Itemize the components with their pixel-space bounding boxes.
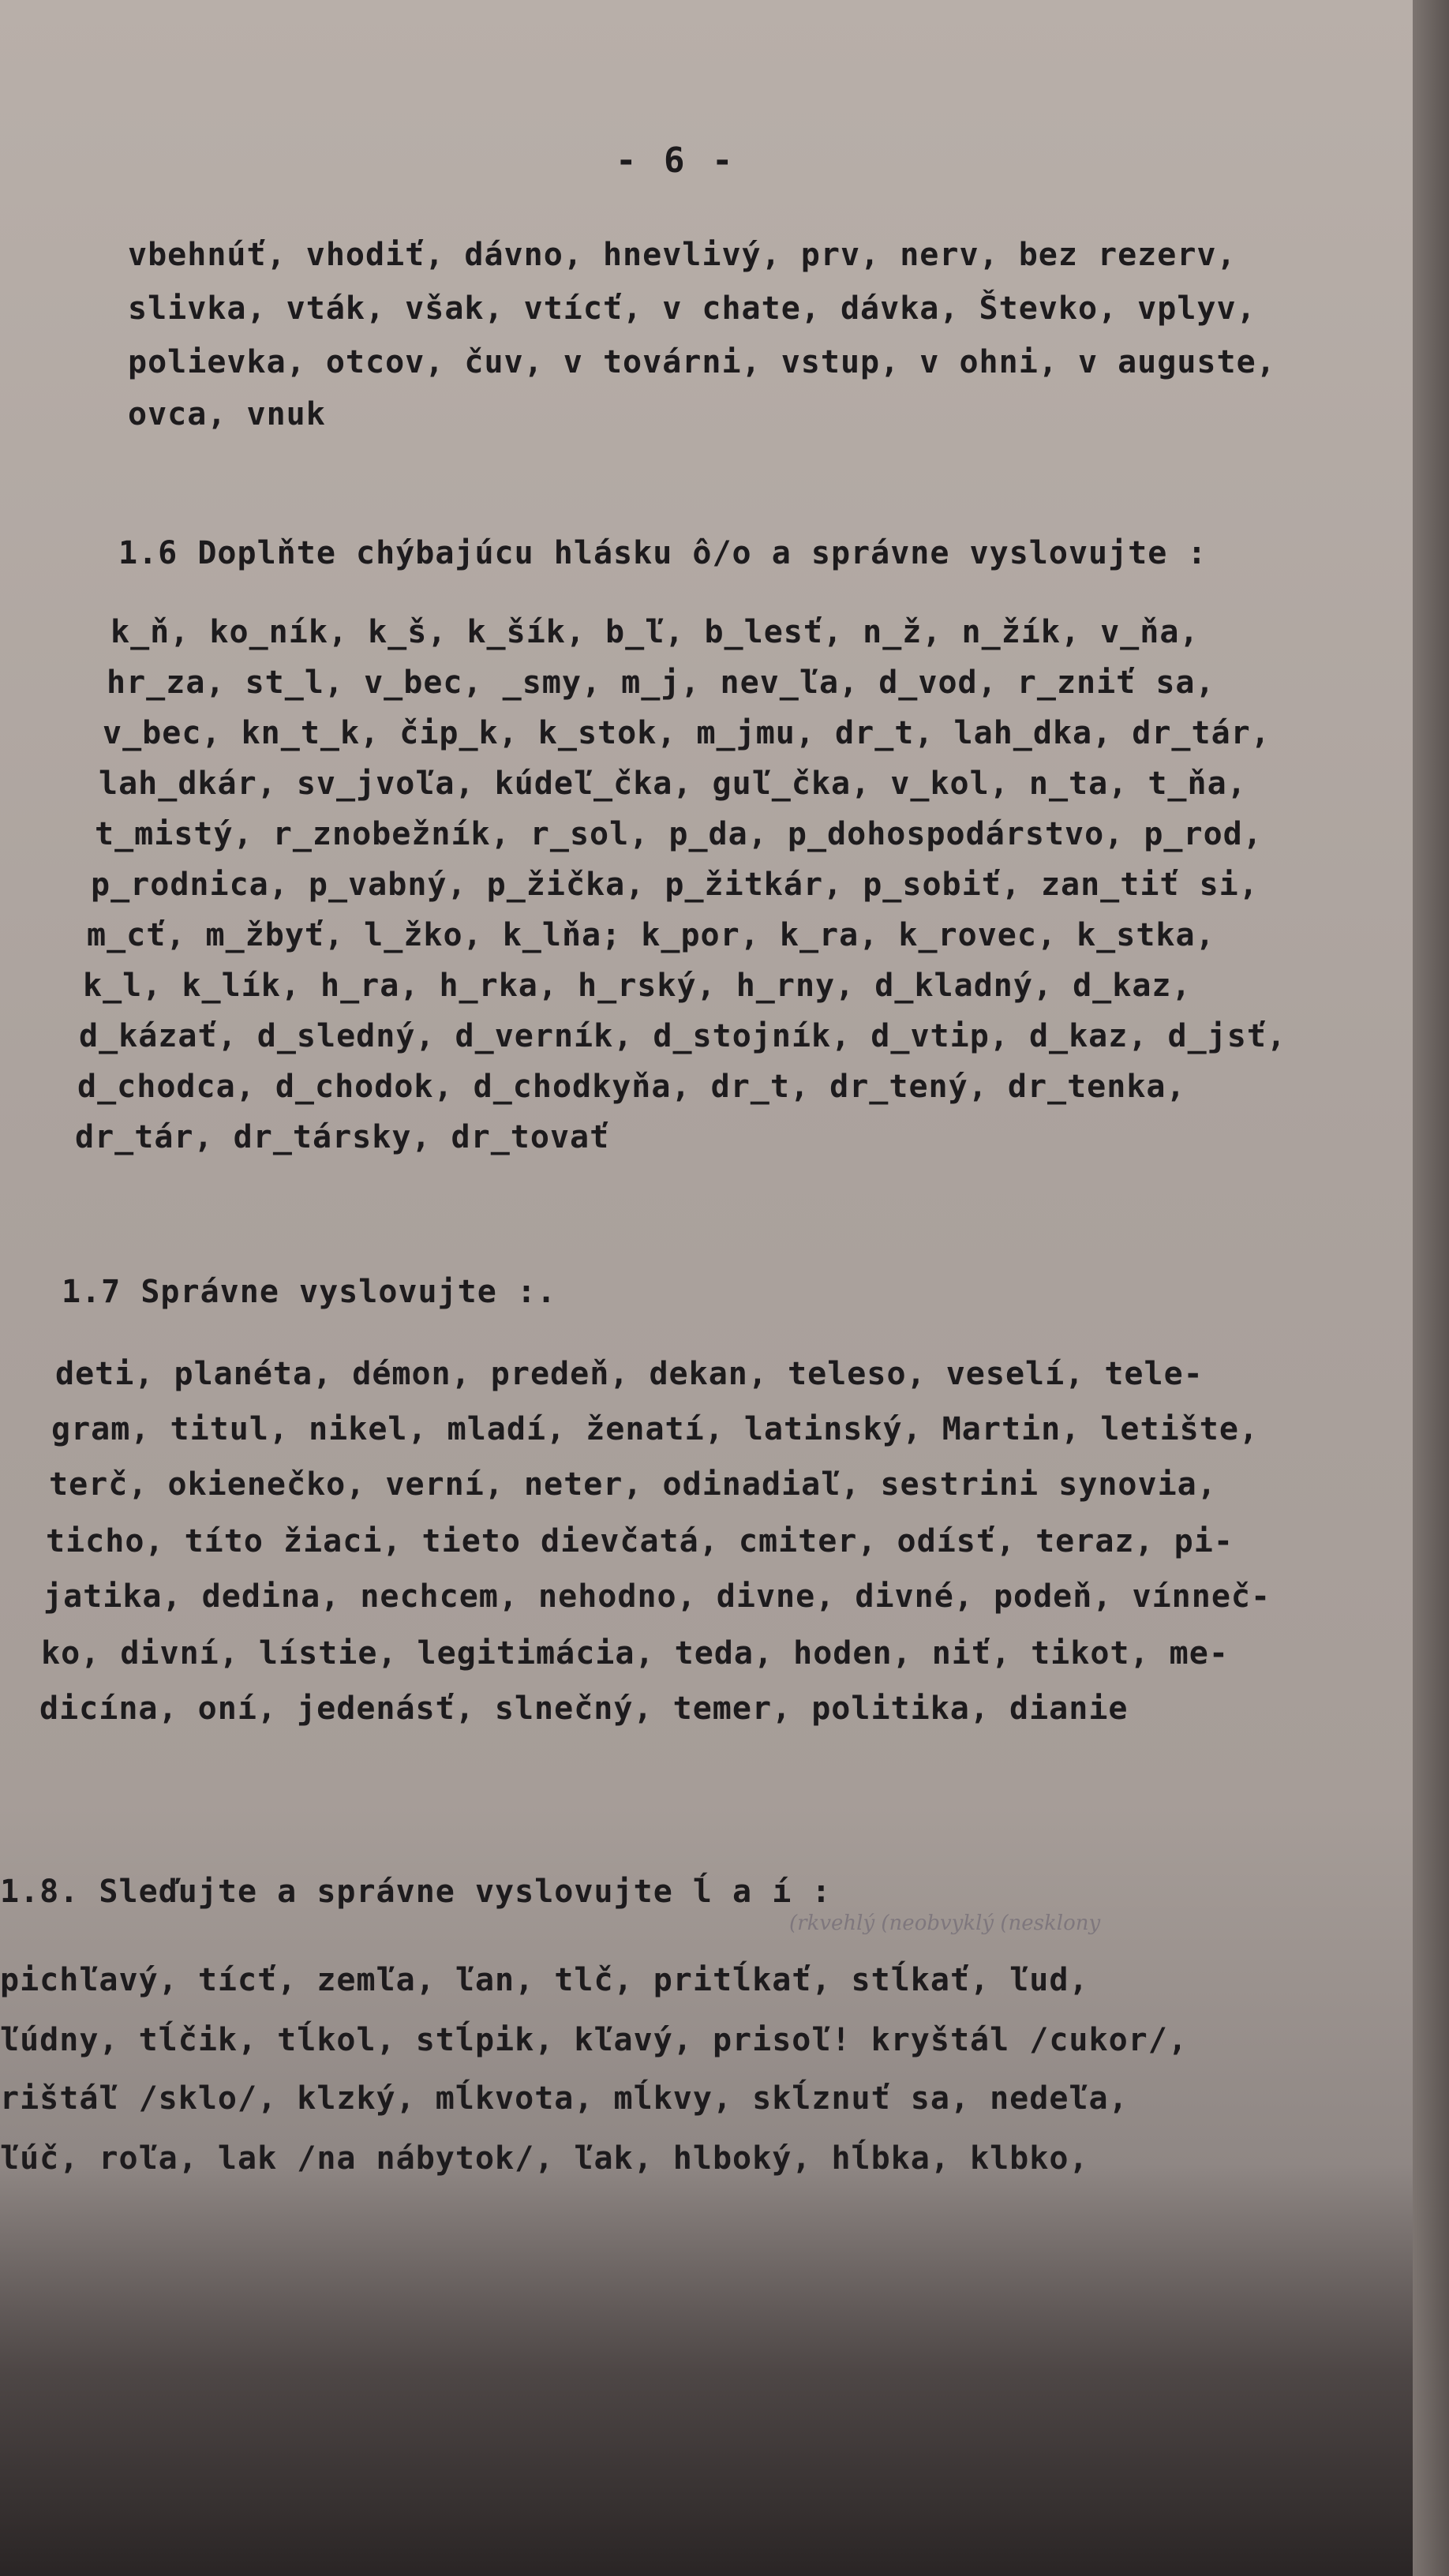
exercise-line: ľúč, roľa, lak /na nábytok/, ľak, hlboký, hĺbka, klbko, xyxy=(0,2140,1089,2177)
exercise-line: hr_za, st_l, v_bec, _smy, m_j, nev_ľa, d_vod, r_zniť sa, xyxy=(107,665,1215,701)
exercise-line: d_chodca, d_chodok, d_chodkyňa, dr_t, dr_tený, dr_tenka, xyxy=(77,1069,1186,1105)
section-heading: 1.8. Sleďujte a správne vyslovujte ĺ a í : xyxy=(0,1874,832,1910)
exercise-line: ko, divní, lístie, legitimácia, teda, hoden, niť, tikot, me- xyxy=(41,1635,1229,1672)
exercise-line: rištáľ /sklo/, klzký, mĺkvota, mĺkvy, skĺznuť sa, nedeľa, xyxy=(0,2080,1129,2117)
exercise-line: terč, okienečko, verní, neter, odinadiaľ, sestrini synovia, xyxy=(49,1466,1217,1503)
page-edge xyxy=(1413,0,1449,2576)
exercise-line: p_rodnica, p_vabný, p_žička, p_žitkár, p_sobiť, zan_tiť si, xyxy=(91,867,1259,903)
handwritten-note: (rkvehlý (neobvyklý (nesklony xyxy=(789,1911,1101,1935)
exercise-line: d_kázať, d_sledný, d_verník, d_stojník, d_vtip, d_kaz, d_jsť, xyxy=(79,1018,1287,1054)
exercise-line: deti, planéta, démon, predeň, dekan, teleso, veselí, tele- xyxy=(55,1356,1204,1392)
intro-line: polievka, otcov, čuv, v továrni, vstup, v ohni, v auguste, xyxy=(128,344,1276,380)
exercise-line: jatika, dedina, nechcem, nehodno, divne, divné, podeň, vínneč- xyxy=(43,1578,1271,1615)
exercise-line: v_bec, kn_t_k, čip_k, k_stok, m_jmu, dr_t, lah_dka, dr_tár, xyxy=(103,715,1271,751)
exercise-line: lah_dkár, sv_jvoľa, kúdeľ_čka, guľ_čka, v_kol, n_ta, t_ňa, xyxy=(99,766,1247,802)
exercise-line: ticho, títo žiaci, tieto dievčatá, cmiter, odísť, teraz, pi- xyxy=(46,1523,1234,1559)
section-heading: 1.6 Doplňte chýbajúcu hlásku ô/o a správne vyslovujte : xyxy=(118,535,1208,571)
exercise-line: k_ň, ko_ník, k_š, k_šík, b_ľ, b_lesť, n_ž, n_žík, v_ňa, xyxy=(110,614,1200,650)
exercise-line: t_mistý, r_znobežník, r_sol, p_da, p_dohospodárstvo, p_rod, xyxy=(95,816,1263,852)
exercise-line: pichľavý, tícť, zemľa, ľan, tlč, pritĺkať, stĺkať, ľud, xyxy=(0,1962,1089,1998)
intro-line: ovca, vnuk xyxy=(128,396,326,432)
exercise-line: dr_tár, dr_társky, dr_tovať xyxy=(75,1119,610,1155)
exercise-line: m_cť, m_žbyť, l_žko, k_lňa; k_por, k_ra, k_rovec, k_stka, xyxy=(87,917,1215,953)
exercise-line: k_l, k_lík, h_ra, h_rka, h_rský, h_rny, d_kladný, d_kaz, xyxy=(83,968,1192,1004)
intro-line: slivka, vták, však, vtícť, v chate, dávka, Števko, vplyv, xyxy=(128,290,1256,327)
intro-line: vbehnúť, vhodiť, dávno, hnevlivý, prv, nerv, bez rezerv, xyxy=(128,237,1237,273)
exercise-line: gram, titul, nikel, mladí, ženatí, latinský, Martin, letište, xyxy=(51,1411,1260,1447)
exercise-line: ľúdny, tĺčik, tĺkol, stĺpik, kľavý, prisoľ! kryštál /cukor/, xyxy=(0,2022,1188,2058)
exercise-line: dicína, oní, jedenásť, slnečný, temer, politika, dianie xyxy=(39,1690,1129,1727)
page-number: - 6 - xyxy=(616,140,736,181)
section-heading: 1.7 Správne vyslovujte :. xyxy=(62,1274,557,1310)
